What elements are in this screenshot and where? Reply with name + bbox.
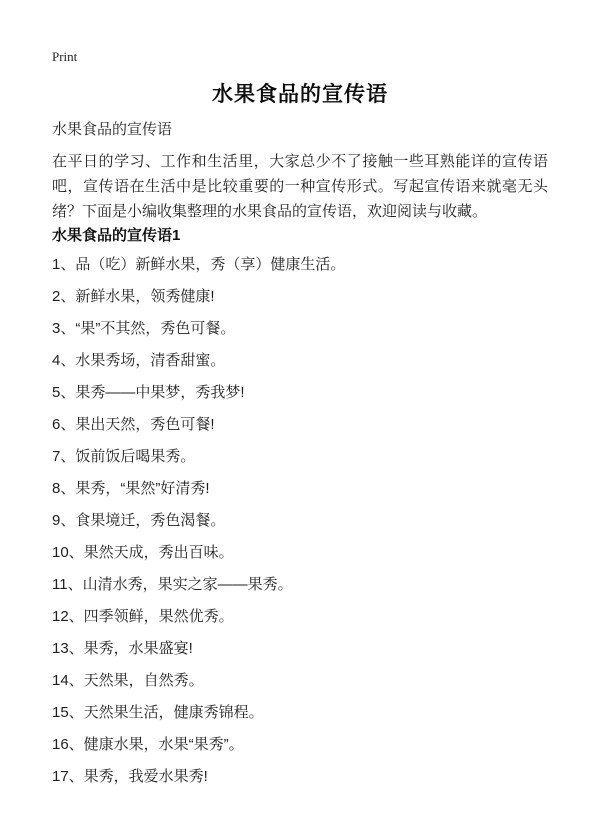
section-heading: 水果食品的宣传语1 (52, 227, 181, 244)
slogan-list (52, 257, 548, 785)
slogan-item: 6、果出天然，秀色可餐! (52, 416, 215, 433)
slogan-item: 5、果秀——中果梦，秀我梦! (52, 384, 245, 401)
slogan-item: 17、果秀，我爱水果秀! (52, 768, 208, 785)
slogan-item: 4、水果秀场，清香甜蜜。 (52, 352, 226, 369)
slogan-item: 14、天然果，自然秀。 (52, 672, 204, 689)
slogan-item: 13、果秀，水果盛宴! (52, 640, 193, 657)
slogan-item: 1、品（吃）新鲜水果，秀（享）健康生活。 (52, 256, 346, 273)
slogan-item: 12、四季领鲜，果然优秀。 (52, 608, 234, 625)
intro-paragraph: 在平日的学习、工作和生活里，大家总少不了接触一些耳熟能详的宣传语吧，宣传语在生活中是比较重要的一种宣传形式。写起宣传语来就毫无头绪？下面是小编收集整理的水果食品的宣传语，欢迎阅读与收藏。 (52, 153, 548, 220)
slogan-item: 7、饭前饭后喝果秀。 (52, 448, 196, 465)
slogan-item: 11、山清水秀，果实之家——果秀。 (52, 576, 293, 593)
slogan-item: 10、果然天成，秀出百味。 (52, 544, 234, 561)
page-title: 水果食品的宣传语 (212, 83, 388, 106)
slogan-item: 16、健康水果，水果“果秀”。 (52, 736, 244, 753)
slogan-item: 9、食果境迁，秀色渴餐。 (52, 512, 226, 529)
slogan-item: 15、天然果生活，健康秀锦程。 (52, 704, 264, 721)
print-button[interactable]: Print (52, 49, 78, 64)
article-subtitle: 水果食品的宣传语 (52, 121, 173, 138)
slogan-item: 8、果秀，“果然”好清秀! (52, 480, 210, 497)
slogan-item: 3、“果”不其然，秀色可餐。 (52, 320, 236, 337)
slogan-item: 2、新鲜水果，领秀健康! (52, 288, 215, 305)
